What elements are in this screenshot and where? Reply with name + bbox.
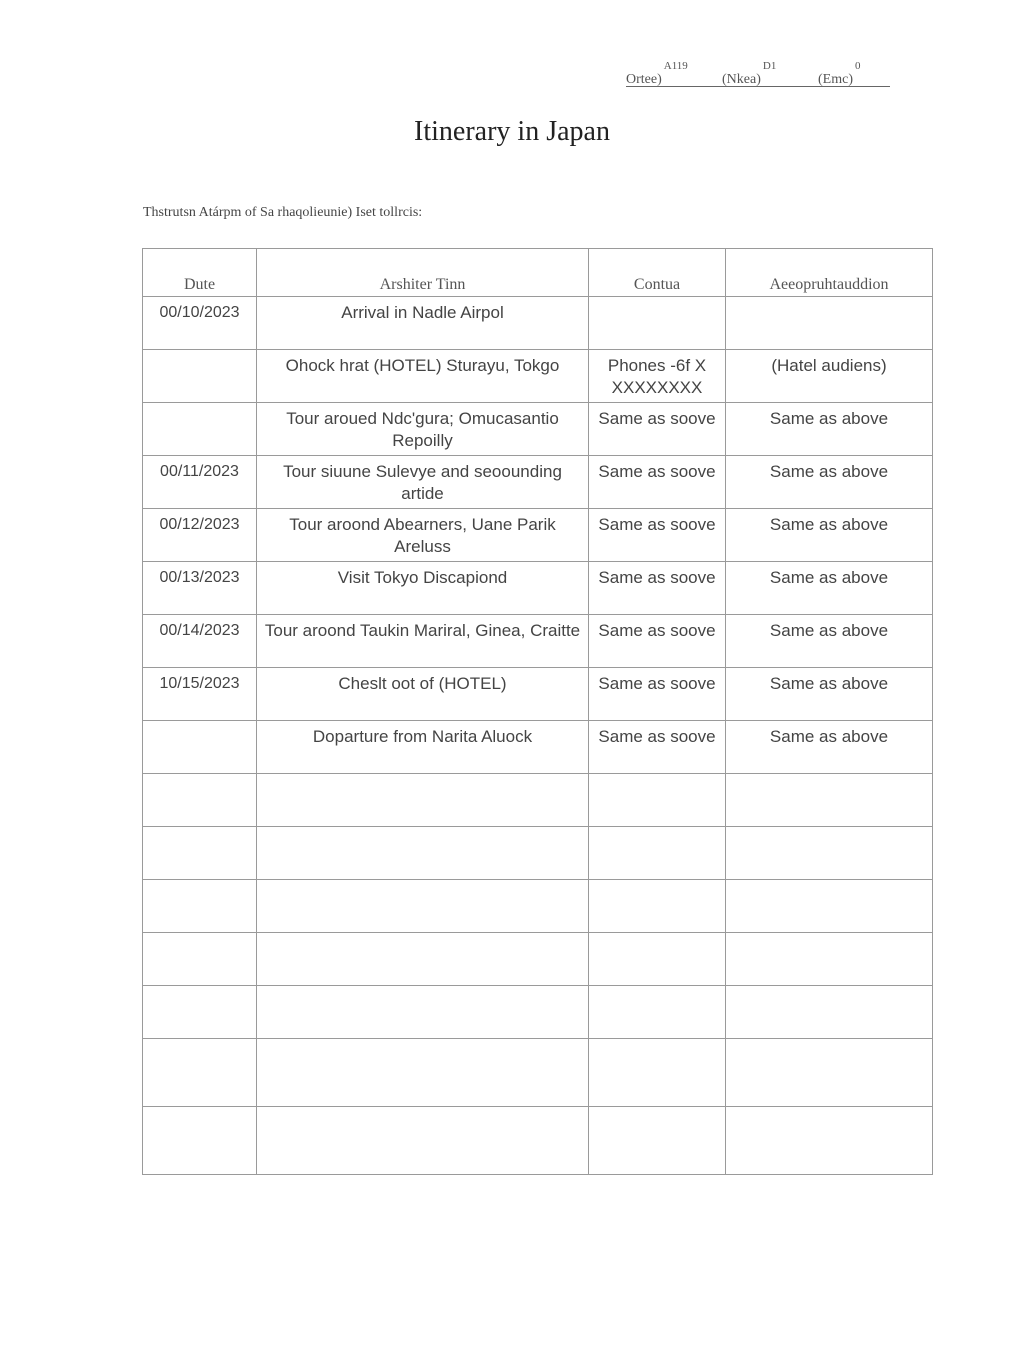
cell-activity (257, 933, 589, 986)
table-row (143, 827, 933, 880)
table-row (143, 933, 933, 986)
cell-accommodation (726, 986, 933, 1039)
cell-accommodation (726, 933, 933, 986)
header-field-value: D1 (762, 60, 777, 72)
cell-contact: Same as soove (589, 562, 726, 615)
cell-activity (257, 880, 589, 933)
cell-activity (257, 774, 589, 827)
cell-accommodation: Same as above (726, 615, 933, 668)
column-header-contact: Contua (589, 249, 726, 297)
table-row (143, 403, 933, 456)
cell-date (143, 986, 257, 1039)
cell-accommodation: Same as above (726, 456, 933, 509)
cell-contact: Same as soove (589, 456, 726, 509)
cell-contact (589, 774, 726, 827)
cell-date: 00/13/2023 (143, 562, 257, 615)
column-header-activity: Arshiter Tinn (257, 249, 589, 297)
itinerary-body (143, 297, 933, 1175)
cell-activity: Tour aroued Ndc'gura; Omucasantio Repoilly (257, 403, 589, 456)
header-field-2 (722, 60, 777, 87)
cell-accommodation: Same as above (726, 403, 933, 456)
cell-contact (589, 986, 726, 1039)
table-row (143, 1107, 933, 1175)
cell-activity (257, 1039, 589, 1107)
header-field-value: 0 (854, 60, 861, 72)
table-row (143, 774, 933, 827)
cell-date (143, 1039, 257, 1107)
table-header-row (143, 249, 933, 297)
column-header-accommodation: Aeeopruhtauddion (726, 249, 933, 297)
cell-contact: Same as soove (589, 509, 726, 562)
cell-accommodation (726, 827, 933, 880)
table-row (143, 562, 933, 615)
cell-contact: Phones -6f X XXXXXXXX (589, 350, 726, 403)
cell-accommodation: (Hatel audiens) (726, 350, 933, 403)
cell-accommodation (726, 774, 933, 827)
cell-contact: Same as soove (589, 615, 726, 668)
column-header-date: Dute (143, 249, 257, 297)
cell-activity: Tour siuune Sulevye and seoounding artide (257, 456, 589, 509)
header-field-label: (Emc) (818, 71, 853, 87)
cell-activity: Visit Tokyo Discapiond (257, 562, 589, 615)
instructions-text: Thstrutsn Atárpm of Sa rhaqolieunie) Iset tollrcis: (143, 205, 423, 220)
cell-date (143, 827, 257, 880)
cell-date (143, 880, 257, 933)
cell-accommodation: Same as above (726, 509, 933, 562)
cell-date (143, 350, 257, 403)
table-row (143, 880, 933, 933)
cell-date (143, 1107, 257, 1175)
cell-activity: Ohock hrat (HOTEL) Sturayu, Tokgo (257, 350, 589, 403)
cell-activity: Tour aroond Taukin Mariral, Ginea, Craitte (257, 615, 589, 668)
cell-date: 00/11/2023 (143, 456, 257, 509)
cell-accommodation (726, 1107, 933, 1175)
cell-date: 00/10/2023 (143, 297, 257, 350)
table-row (143, 668, 933, 721)
cell-activity: Doparture from Narita Aluock (257, 721, 589, 774)
itinerary-table (142, 248, 933, 1175)
cell-contact (589, 1107, 726, 1175)
cell-accommodation (726, 1039, 933, 1107)
cell-contact (589, 933, 726, 986)
cell-activity (257, 1107, 589, 1175)
cell-accommodation: Same as above (726, 562, 933, 615)
cell-activity: Tour aroond Abearners, Uane Parik Areluss (257, 509, 589, 562)
header-field-1 (626, 60, 688, 87)
cell-accommodation: Same as above (726, 668, 933, 721)
cell-contact (589, 880, 726, 933)
cell-date (143, 933, 257, 986)
cell-activity: Cheslt oot of (HOTEL) (257, 668, 589, 721)
cell-contact (589, 297, 726, 350)
cell-date (143, 774, 257, 827)
cell-activity (257, 827, 589, 880)
table-row (143, 509, 933, 562)
cell-accommodation (726, 297, 933, 350)
table-row (143, 350, 933, 403)
header-field-label: (Nkea) (722, 71, 761, 87)
cell-contact: Same as soove (589, 721, 726, 774)
cell-activity (257, 986, 589, 1039)
cell-date: 00/12/2023 (143, 509, 257, 562)
header-fields (626, 62, 890, 87)
cell-contact: Same as soove (589, 668, 726, 721)
cell-contact: Same as soove (589, 403, 726, 456)
table-row (143, 297, 933, 350)
table-row (143, 986, 933, 1039)
cell-date: 10/15/2023 (143, 668, 257, 721)
cell-date (143, 403, 257, 456)
header-field-3 (818, 60, 861, 87)
table-row (143, 1039, 933, 1107)
cell-date: 00/14/2023 (143, 615, 257, 668)
cell-contact (589, 1039, 726, 1107)
cell-date (143, 721, 257, 774)
cell-accommodation (726, 880, 933, 933)
header-field-value: A119 (663, 60, 688, 72)
cell-activity: Arrival in Nadle Airpol (257, 297, 589, 350)
table-row (143, 456, 933, 509)
page-title: Itinerary in Japan (414, 116, 610, 147)
table-row (143, 615, 933, 668)
table-row (143, 721, 933, 774)
header-field-label: Ortee) (626, 71, 662, 87)
cell-contact (589, 827, 726, 880)
cell-accommodation: Same as above (726, 721, 933, 774)
